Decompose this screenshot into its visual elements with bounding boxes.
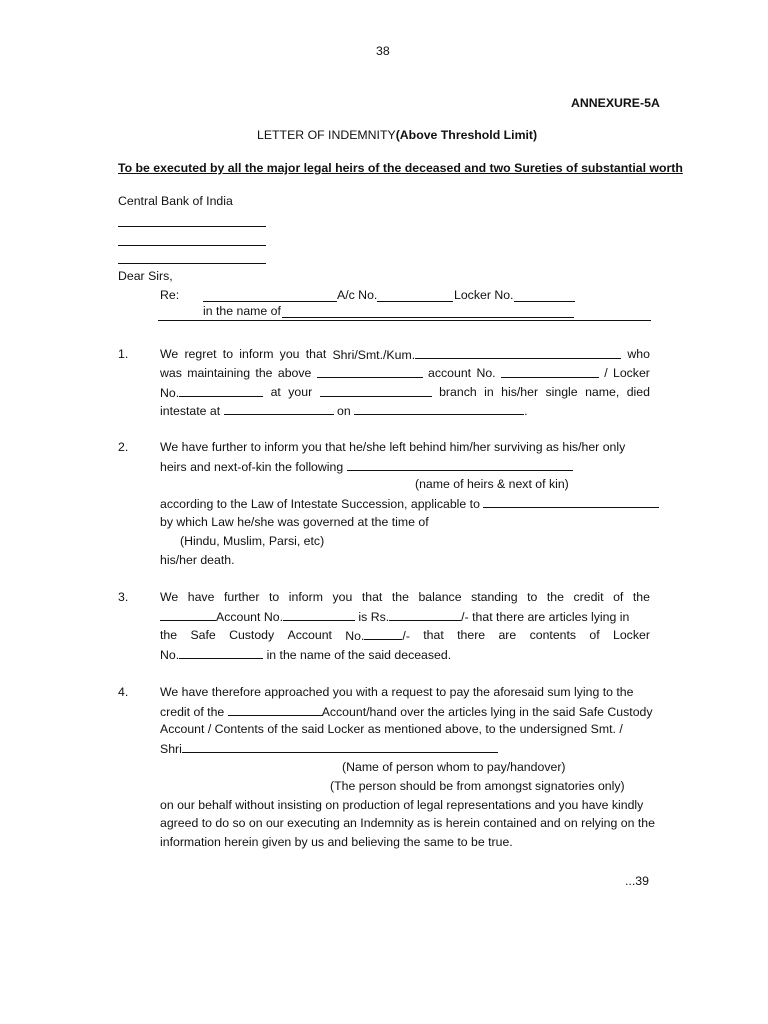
word: your — [288, 385, 313, 399]
para1-line-2 — [160, 365, 650, 381]
text: according to the Law of Intestate Succession, applicable to — [160, 497, 480, 511]
word: inform — [239, 347, 274, 361]
applicable-law-field[interactable] — [483, 495, 659, 508]
word: inform — [288, 590, 323, 604]
para4-payee-caption: (Name of person whom to pay/handover) — [342, 760, 566, 774]
page-number: 38 — [376, 44, 390, 58]
para2-line-1: We have further to inform you that he/she left behind him/her surviving as his/her only — [160, 440, 626, 454]
word: to — [527, 590, 538, 604]
word: there — [457, 628, 486, 642]
para2-number: 2. — [118, 440, 129, 454]
word: No. — [476, 366, 496, 380]
text: No. — [160, 648, 180, 662]
word: have — [187, 590, 215, 604]
word: of — [589, 628, 600, 642]
para4-line-2 — [160, 703, 653, 720]
re-blank-name — [203, 301, 337, 302]
text: heirs and next-of-kin the following — [160, 460, 344, 474]
blank — [415, 346, 621, 359]
heirs-field[interactable] — [347, 458, 573, 471]
word: maintaining — [187, 366, 251, 380]
word: intestate at — [160, 404, 221, 418]
word: . — [524, 404, 528, 418]
name-of-deceased-field[interactable] — [332, 346, 621, 363]
word: at — [270, 385, 281, 399]
word: the — [632, 590, 650, 604]
word: branch — [439, 385, 477, 399]
word: account — [428, 366, 472, 380]
salutation: Dear Sirs, — [118, 269, 173, 283]
word: to — [269, 590, 280, 604]
word: /- — [402, 629, 410, 643]
word: further — [223, 590, 260, 604]
word: the — [546, 590, 564, 604]
account-type-field[interactable] — [317, 365, 423, 378]
word: Account — [287, 628, 332, 642]
annexure-label: ANNEXURE-5A — [571, 96, 660, 110]
para1-line-1 — [160, 346, 650, 363]
word: No. — [160, 386, 180, 400]
execution-instruction: To be executed by all the major legal heirs of the deceased and two Sureties of substantial worth — [118, 161, 683, 175]
locker-number-field[interactable] — [160, 384, 263, 401]
word: Safe — [190, 628, 216, 642]
para2-religion-caption: (Hindu, Muslim, Parsi, etc) — [180, 534, 325, 548]
word: / — [604, 366, 608, 380]
word: Locker — [612, 366, 650, 380]
word: the — [391, 590, 409, 604]
title-sub: (Above Threshold Limit) — [395, 128, 538, 142]
para3-number: 3. — [118, 590, 129, 604]
word: standing — [471, 590, 518, 604]
account-number-field[interactable] — [283, 608, 355, 621]
word: his/her — [501, 385, 539, 399]
word: are — [498, 628, 517, 642]
word: We — [160, 590, 179, 604]
word: balance — [418, 590, 462, 604]
para2-line-5: by which Law he/she was governed at the time of — [160, 515, 429, 529]
para4-line-4 — [160, 740, 498, 757]
word: the — [255, 366, 273, 380]
re-blank-locker — [514, 301, 575, 302]
para4-number: 4. — [118, 685, 129, 699]
text: credit of the — [160, 705, 225, 719]
text: is Rs. — [358, 610, 390, 624]
para3-line-4 — [160, 646, 451, 663]
word: died — [626, 385, 650, 399]
word-group — [345, 627, 410, 644]
word: single — [545, 385, 578, 399]
para4-line-1: We have therefore approached you with a request to pay the aforesaid sum lying to the — [160, 685, 634, 699]
para2-heirs-caption: (name of heirs & next of kin) — [415, 477, 569, 491]
word: credit — [573, 590, 604, 604]
account-type-field[interactable] — [160, 608, 216, 621]
para4-signatory-caption: (The person should be from amongst signatories only) — [330, 779, 625, 793]
address-line-3 — [118, 263, 266, 264]
para2-line-2 — [160, 458, 573, 475]
addressee: Central Bank of India — [118, 194, 233, 208]
branch-name-field[interactable] — [320, 384, 432, 397]
re-label: Re: — [160, 288, 180, 302]
para1-line-4 — [160, 402, 528, 419]
re-locker-no: Locker No. — [454, 288, 514, 302]
word: above — [277, 366, 312, 380]
date-of-death-field[interactable] — [354, 402, 524, 415]
para3-line-2 — [160, 608, 629, 625]
word: that — [305, 347, 327, 361]
para2-line-7: his/her death. — [160, 553, 235, 567]
word: was — [160, 366, 182, 380]
word: on — [337, 404, 351, 418]
para2-line-4 — [160, 495, 659, 512]
title-main: LETTER OF INDEMNITY — [257, 128, 396, 142]
word: who — [627, 347, 650, 361]
blank — [179, 384, 263, 397]
text: Account No. — [216, 610, 283, 624]
word: that — [361, 590, 383, 604]
document-title — [257, 127, 537, 143]
para1-number: 1. — [118, 347, 129, 361]
word: the — [160, 628, 178, 642]
re-in-the-name-of: in the name of — [203, 304, 281, 318]
para4-line-9: information herein given by us and believing the same to be true. — [160, 835, 513, 849]
word: that — [423, 628, 444, 642]
word: We — [160, 347, 179, 361]
word: you — [332, 590, 353, 604]
re-blank-holder — [282, 317, 574, 318]
word: of — [613, 590, 624, 604]
word: you — [279, 347, 300, 361]
para1-line-3 — [160, 384, 650, 401]
text: Account/hand over the articles lying in the said Safe Custody — [321, 705, 653, 719]
para3-line-3 — [160, 627, 650, 644]
para4-line-8: agreed to do so on our executing an Indemnity as is herein contained and on relying on the — [160, 816, 655, 830]
re-ac-no: A/c No. — [337, 288, 378, 302]
word: No. — [345, 629, 365, 643]
word: contents — [529, 628, 577, 642]
word: to — [222, 347, 234, 361]
word: Locker — [613, 628, 650, 642]
para3-line-1 — [160, 589, 650, 605]
account-type-field[interactable] — [228, 703, 322, 716]
continuation-page: ...39 — [625, 874, 649, 888]
locker-number-field[interactable] — [179, 646, 263, 659]
word: Shri/Smt./Kum. — [332, 348, 416, 362]
text: Shri — [160, 742, 182, 756]
address-line-2 — [118, 245, 266, 246]
address-line-1 — [118, 226, 266, 227]
word: regret — [184, 347, 217, 361]
safe-custody-number-field[interactable] — [364, 627, 402, 640]
account-number-field[interactable] — [501, 365, 599, 378]
text: in the name of the said deceased. — [266, 648, 452, 662]
word: in — [484, 385, 494, 399]
re-blank-ac — [377, 301, 453, 302]
para4-line-7: on our behalf without insisting on production of legal representations and you have kindly — [160, 798, 644, 812]
word: Custody — [229, 628, 275, 642]
safe-custody-group — [364, 629, 410, 643]
place-of-death-field[interactable] — [224, 402, 334, 415]
balance-amount-field[interactable] — [389, 608, 461, 621]
payee-name-field[interactable] — [182, 740, 498, 753]
text: /- that there are articles lying in — [461, 610, 630, 624]
re-underline-full — [158, 320, 651, 321]
word: name, — [585, 385, 620, 399]
para4-line-3: Account / Contents of the said Locker as mentioned above, to the undersigned Smt. / — [160, 722, 623, 736]
